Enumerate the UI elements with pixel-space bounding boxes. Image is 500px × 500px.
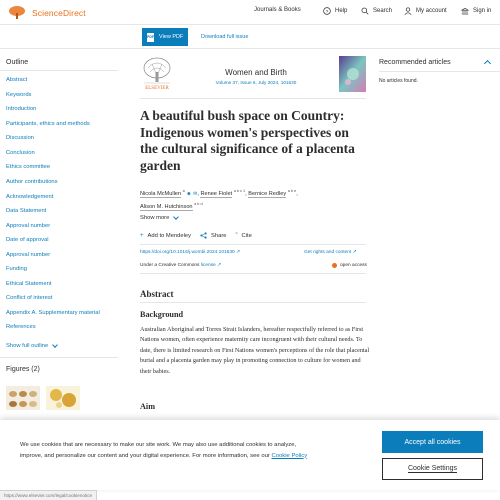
chevron-down-icon — [52, 342, 58, 348]
license-link[interactable]: license ↗ — [200, 263, 222, 268]
article-action-bar — [0, 25, 500, 49]
outline-item[interactable]: Introduction — [6, 106, 37, 112]
user-icon — [404, 7, 412, 15]
divider — [140, 244, 366, 245]
outline-item[interactable]: References — [6, 324, 36, 330]
add-to-mendeley-button[interactable] — [140, 233, 191, 239]
share-button[interactable] — [200, 232, 226, 239]
outline-item[interactable]: Funding — [6, 266, 27, 272]
journal-title[interactable]: Women and Birth — [225, 68, 287, 77]
help-icon — [323, 7, 331, 15]
article-title: A beautiful bush space on Country: Indigenous women's perspectives on the cultural significance of a placenta garden — [140, 108, 355, 173]
sign-in-link[interactable] — [461, 7, 491, 15]
figure-image — [6, 386, 40, 410]
outline-title: Outline — [6, 59, 29, 66]
cookie-settings-button[interactable] — [382, 458, 483, 480]
accept-all-cookies-button[interactable]: Accept all cookies — [382, 431, 483, 453]
cookie-policy-link[interactable]: Cookie Policy — [271, 452, 308, 459]
license-link-text: license — [200, 263, 216, 268]
cite-label: Cite — [241, 232, 252, 239]
external-link-icon: ↗ — [236, 250, 241, 255]
divider — [140, 98, 366, 99]
aim-heading: Aim — [140, 402, 156, 411]
external-link-icon: ↗ — [352, 250, 357, 255]
open-access-badge — [332, 263, 367, 268]
search-icon — [361, 7, 369, 15]
outline-item[interactable]: Keywords — [6, 92, 32, 98]
show-more-button[interactable] — [140, 215, 178, 221]
abstract-heading: Abstract — [140, 289, 174, 299]
author-affiliation: a — [182, 189, 185, 193]
journal-volume-link[interactable]: Volume 37, Issue 6, July 2024, 101630 — [215, 80, 297, 85]
outline-item[interactable]: Conflict of interest — [6, 295, 53, 301]
divider — [140, 273, 366, 274]
figure-thumbnail[interactable] — [46, 386, 80, 410]
outline-item[interactable]: Participants, ethics and methods — [6, 121, 90, 127]
view-pdf-label: View PDF — [159, 34, 184, 40]
license-prefix: Under a Creative Commons — [140, 263, 200, 268]
institution-icon — [461, 7, 469, 15]
recommended-empty: No articles found. — [379, 78, 418, 84]
person-icon[interactable]: ☻ — [186, 190, 192, 197]
article-tools — [140, 232, 261, 239]
sign-in-label: Sign in — [473, 8, 492, 14]
my-account-link[interactable] — [404, 7, 447, 15]
brand-name: ScienceDirect — [32, 7, 86, 18]
cookie-message — [20, 440, 320, 461]
cookie-settings-label: Cookie Settings — [407, 465, 458, 472]
pdf-icon: PDF — [147, 33, 154, 42]
elsevier-tree-icon — [6, 5, 28, 20]
author-link[interactable]: Renee Fiolet — [200, 190, 233, 197]
outline-item[interactable]: Data Statement — [6, 208, 47, 214]
sciencedirect-logo[interactable] — [6, 5, 86, 20]
email-icon[interactable]: ✉ — [193, 190, 198, 197]
author-affiliation: a b d — [194, 201, 203, 206]
outline-item[interactable]: Ethical Statement — [6, 281, 52, 287]
outline-item[interactable]: Approval number — [6, 223, 51, 229]
add-to-mendeley-label: Add to Mendeley — [147, 232, 192, 239]
chevron-down-icon — [173, 214, 179, 220]
author-list: Nicola McMullen $^a$ ☻ ✉, Renee Fiolet $^{a b c 1}$, Bernice Redley $^{a b e}$, Alison M. Hutchinson $^{a b d}$ — [140, 189, 298, 210]
divider — [0, 357, 118, 358]
share-icon — [200, 232, 207, 239]
chevron-up-icon[interactable] — [484, 60, 491, 67]
open-access-label: open access — [340, 263, 367, 268]
get-rights-link[interactable] — [304, 250, 357, 255]
outline-item[interactable]: Appendix A. Supplementary material — [6, 310, 100, 316]
my-account-label: My account — [416, 8, 447, 14]
publisher-wordmark: ELSEVIER — [145, 86, 169, 91]
quote-icon: ” — [235, 232, 238, 239]
outline-item[interactable]: Conclusion — [6, 150, 35, 156]
svg-text:?: ? — [325, 9, 329, 15]
author-link[interactable]: Nicola McMullen — [140, 190, 182, 197]
background-heading: Background — [140, 310, 184, 319]
figures-title: Figures (2) — [6, 366, 40, 373]
plus-icon: + — [140, 232, 144, 239]
share-label: Share — [211, 232, 227, 239]
elsevier-logo[interactable] — [140, 56, 174, 92]
open-access-icon — [332, 263, 337, 268]
elsevier-tree-image — [140, 56, 174, 92]
journal-cover-image[interactable] — [339, 56, 366, 92]
search-link[interactable] — [361, 7, 392, 15]
doi-text: https://doi.org/10.1016/j.wombi.2024.101630 — [140, 250, 235, 255]
recommended-title: Recommended articles — [379, 59, 451, 66]
outline-item[interactable]: Abstract — [6, 77, 28, 83]
doi-link[interactable] — [140, 250, 240, 255]
cookie-message-text: We use cookies that are necessary to make our site work. We may also use additional cookies to analyze, improve, and personalize our content and your digital experience. For more information, see our — [20, 442, 297, 459]
cookie-banner — [0, 420, 500, 490]
outline-item[interactable]: Ethics committee — [6, 164, 51, 170]
license-statement — [140, 263, 221, 268]
author-affiliation: a b e — [287, 189, 297, 193]
cite-button[interactable] — [236, 233, 252, 239]
divider — [0, 70, 118, 71]
divider — [140, 302, 366, 303]
figure-image — [46, 386, 80, 410]
get-rights-text: Get rights and content — [304, 250, 352, 255]
view-pdf-button[interactable] — [142, 28, 188, 46]
journals-books-link[interactable] — [254, 7, 301, 13]
outline-item[interactable]: Author contributions — [6, 179, 58, 185]
author-link[interactable]: Bernice Redley — [248, 190, 287, 197]
help-link[interactable] — [323, 7, 347, 15]
background-paragraph: Australian Aboriginal and Torres Strait Islanders, hereafter respectfully referred to as First Nations women, often experience maternity care incongruent with their cultural needs. To date, there is limited research on First Nations women's perceptions of the role that placental burial and a placenta garden may play in promoting connection to culture for women and their babies. — [140, 326, 370, 375]
outline-item[interactable]: Discussion — [6, 135, 35, 141]
show-full-outline-button[interactable] — [6, 343, 57, 349]
journals-books-label: Journals & Books — [254, 7, 301, 13]
show-full-outline-label: Show full outline — [6, 343, 49, 349]
top-header — [0, 0, 500, 25]
search-label: Search — [373, 8, 393, 14]
figure-thumbnail[interactable] — [6, 386, 40, 410]
divider — [379, 71, 500, 72]
download-full-issue-link[interactable]: Download full issue — [201, 34, 249, 40]
outline-item[interactable]: Acknowledgement — [6, 194, 54, 200]
help-label: Help — [335, 8, 348, 14]
author-affiliation: a b c 1 — [233, 189, 246, 193]
status-bar-url: https://www.elsevier.com/legal/cookienotice — [0, 490, 97, 500]
outline-item[interactable]: Approval number — [6, 252, 51, 258]
author-link[interactable]: Alison M. Hutchinson — [140, 203, 193, 210]
outline-item[interactable]: Date of approval — [6, 237, 49, 243]
journal-cover-art — [339, 56, 366, 92]
show-more-label: Show more — [140, 215, 170, 221]
